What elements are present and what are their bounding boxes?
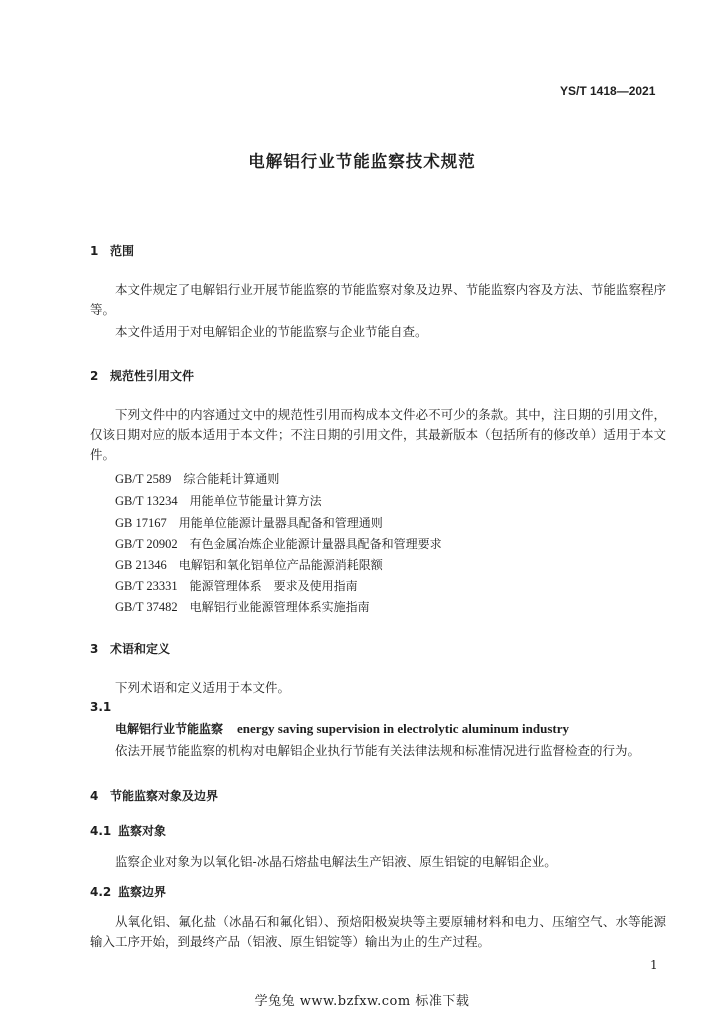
reference-name: 用能单位节能量计算方法	[189, 494, 322, 508]
reference-item	[115, 470, 279, 487]
reference-item	[115, 492, 322, 509]
subsection-3-1-number: 3.1	[90, 700, 112, 714]
subsection-4-1-text: 监察企业对象为以氧化铝-冰晶石熔盐电解法生产铝液、原生铝锭的电解铝企业。	[115, 854, 557, 869]
subsection-4-2-heading	[90, 883, 166, 900]
reference-name: 用能单位能源计量器具配备和管理通则	[178, 516, 383, 530]
section-1-paragraph-2: 本文件适用于对电解铝企业的节能监察与企业节能自查。	[115, 324, 428, 339]
reference-item	[115, 577, 358, 594]
section-1-paragraph-1: 本文件规定了电解铝行业开展节能监察的节能监察对象及边界、节能监察内容及方法、节能监察程序等。	[90, 282, 666, 317]
subsection-title: 监察对象	[118, 824, 167, 838]
reference-name: 综合能耗计算通则	[183, 472, 280, 486]
section-title: 范围	[110, 244, 135, 258]
document-title: 电解铝行业节能监察技术规范	[248, 152, 476, 171]
term-entry	[115, 720, 569, 737]
section-title: 节能监察对象及边界	[110, 789, 219, 803]
reference-name: 有色金属冶炼企业能源计量器具配备和管理要求	[189, 537, 442, 551]
reference-name: 电解铝和氧化铝单位产品能源消耗限额	[178, 558, 383, 572]
section-number: 2	[90, 369, 99, 383]
section-number: 4	[90, 789, 99, 803]
section-title: 规范性引用文件	[110, 369, 195, 383]
reference-code: GB/T 37482	[115, 600, 178, 614]
reference-code: GB/T 13234	[115, 494, 178, 508]
standard-code: YS/T 1418—2021	[560, 84, 656, 98]
page-number: 1	[650, 958, 658, 972]
reference-code: GB 21346	[115, 558, 167, 572]
term-chinese: 电解铝行业节能监察	[115, 722, 224, 736]
section-3-heading	[90, 640, 170, 657]
subsection-number: 4.1	[90, 824, 112, 838]
section-number: 1	[90, 244, 99, 258]
section-number: 3	[90, 642, 99, 656]
reference-code: GB/T 23331	[115, 579, 178, 593]
section-1-heading	[90, 242, 134, 259]
reference-code: GB/T 20902	[115, 537, 178, 551]
reference-name: 电解铝行业能源管理体系实施指南	[189, 600, 370, 614]
section-3-paragraph-1: 下列术语和定义适用于本文件。	[115, 680, 291, 695]
reference-item	[115, 556, 383, 573]
reference-item	[115, 514, 383, 531]
subsection-title: 监察边界	[118, 885, 167, 899]
subsection-4-1-heading	[90, 822, 166, 839]
subsection-number: 4.2	[90, 885, 112, 899]
section-title: 术语和定义	[110, 642, 171, 656]
section-2-heading	[90, 367, 194, 384]
reference-item	[115, 598, 370, 615]
reference-item	[115, 535, 442, 552]
watermark-footer: 学兔兔 www.bzfxw.com 标准下载	[254, 994, 470, 1009]
reference-name: 能源管理体系 要求及使用指南	[189, 579, 358, 593]
term-definition: 依法开展节能监察的机构对电解铝企业执行节能有关法律法规和标准情况进行监督检查的行为。	[115, 743, 641, 758]
reference-code: GB 17167	[115, 516, 167, 530]
section-2-paragraph-1: 下列文件中的内容通过文中的规范性引用而构成本文件必不可少的条款。其中，注日期的引用文件，仅该日期对应的版本适用于本文件；不注日期的引用文件，其最新版本（包括所有的修改单）适用于本文件。	[90, 407, 666, 462]
subsection-4-2-text: 从氧化铝、氟化盐（冰晶石和氟化铝）、预焙阳极炭块等主要原辅材料和电力、压缩空气、水等能源输入工序开始，到最终产品（铝液、原生铝锭等）输出为止的生产过程。	[90, 914, 666, 949]
section-4-heading	[90, 787, 218, 804]
term-english: energy saving supervision in electrolytic aluminum industry	[237, 721, 570, 736]
reference-code: GB/T 2589	[115, 472, 172, 486]
